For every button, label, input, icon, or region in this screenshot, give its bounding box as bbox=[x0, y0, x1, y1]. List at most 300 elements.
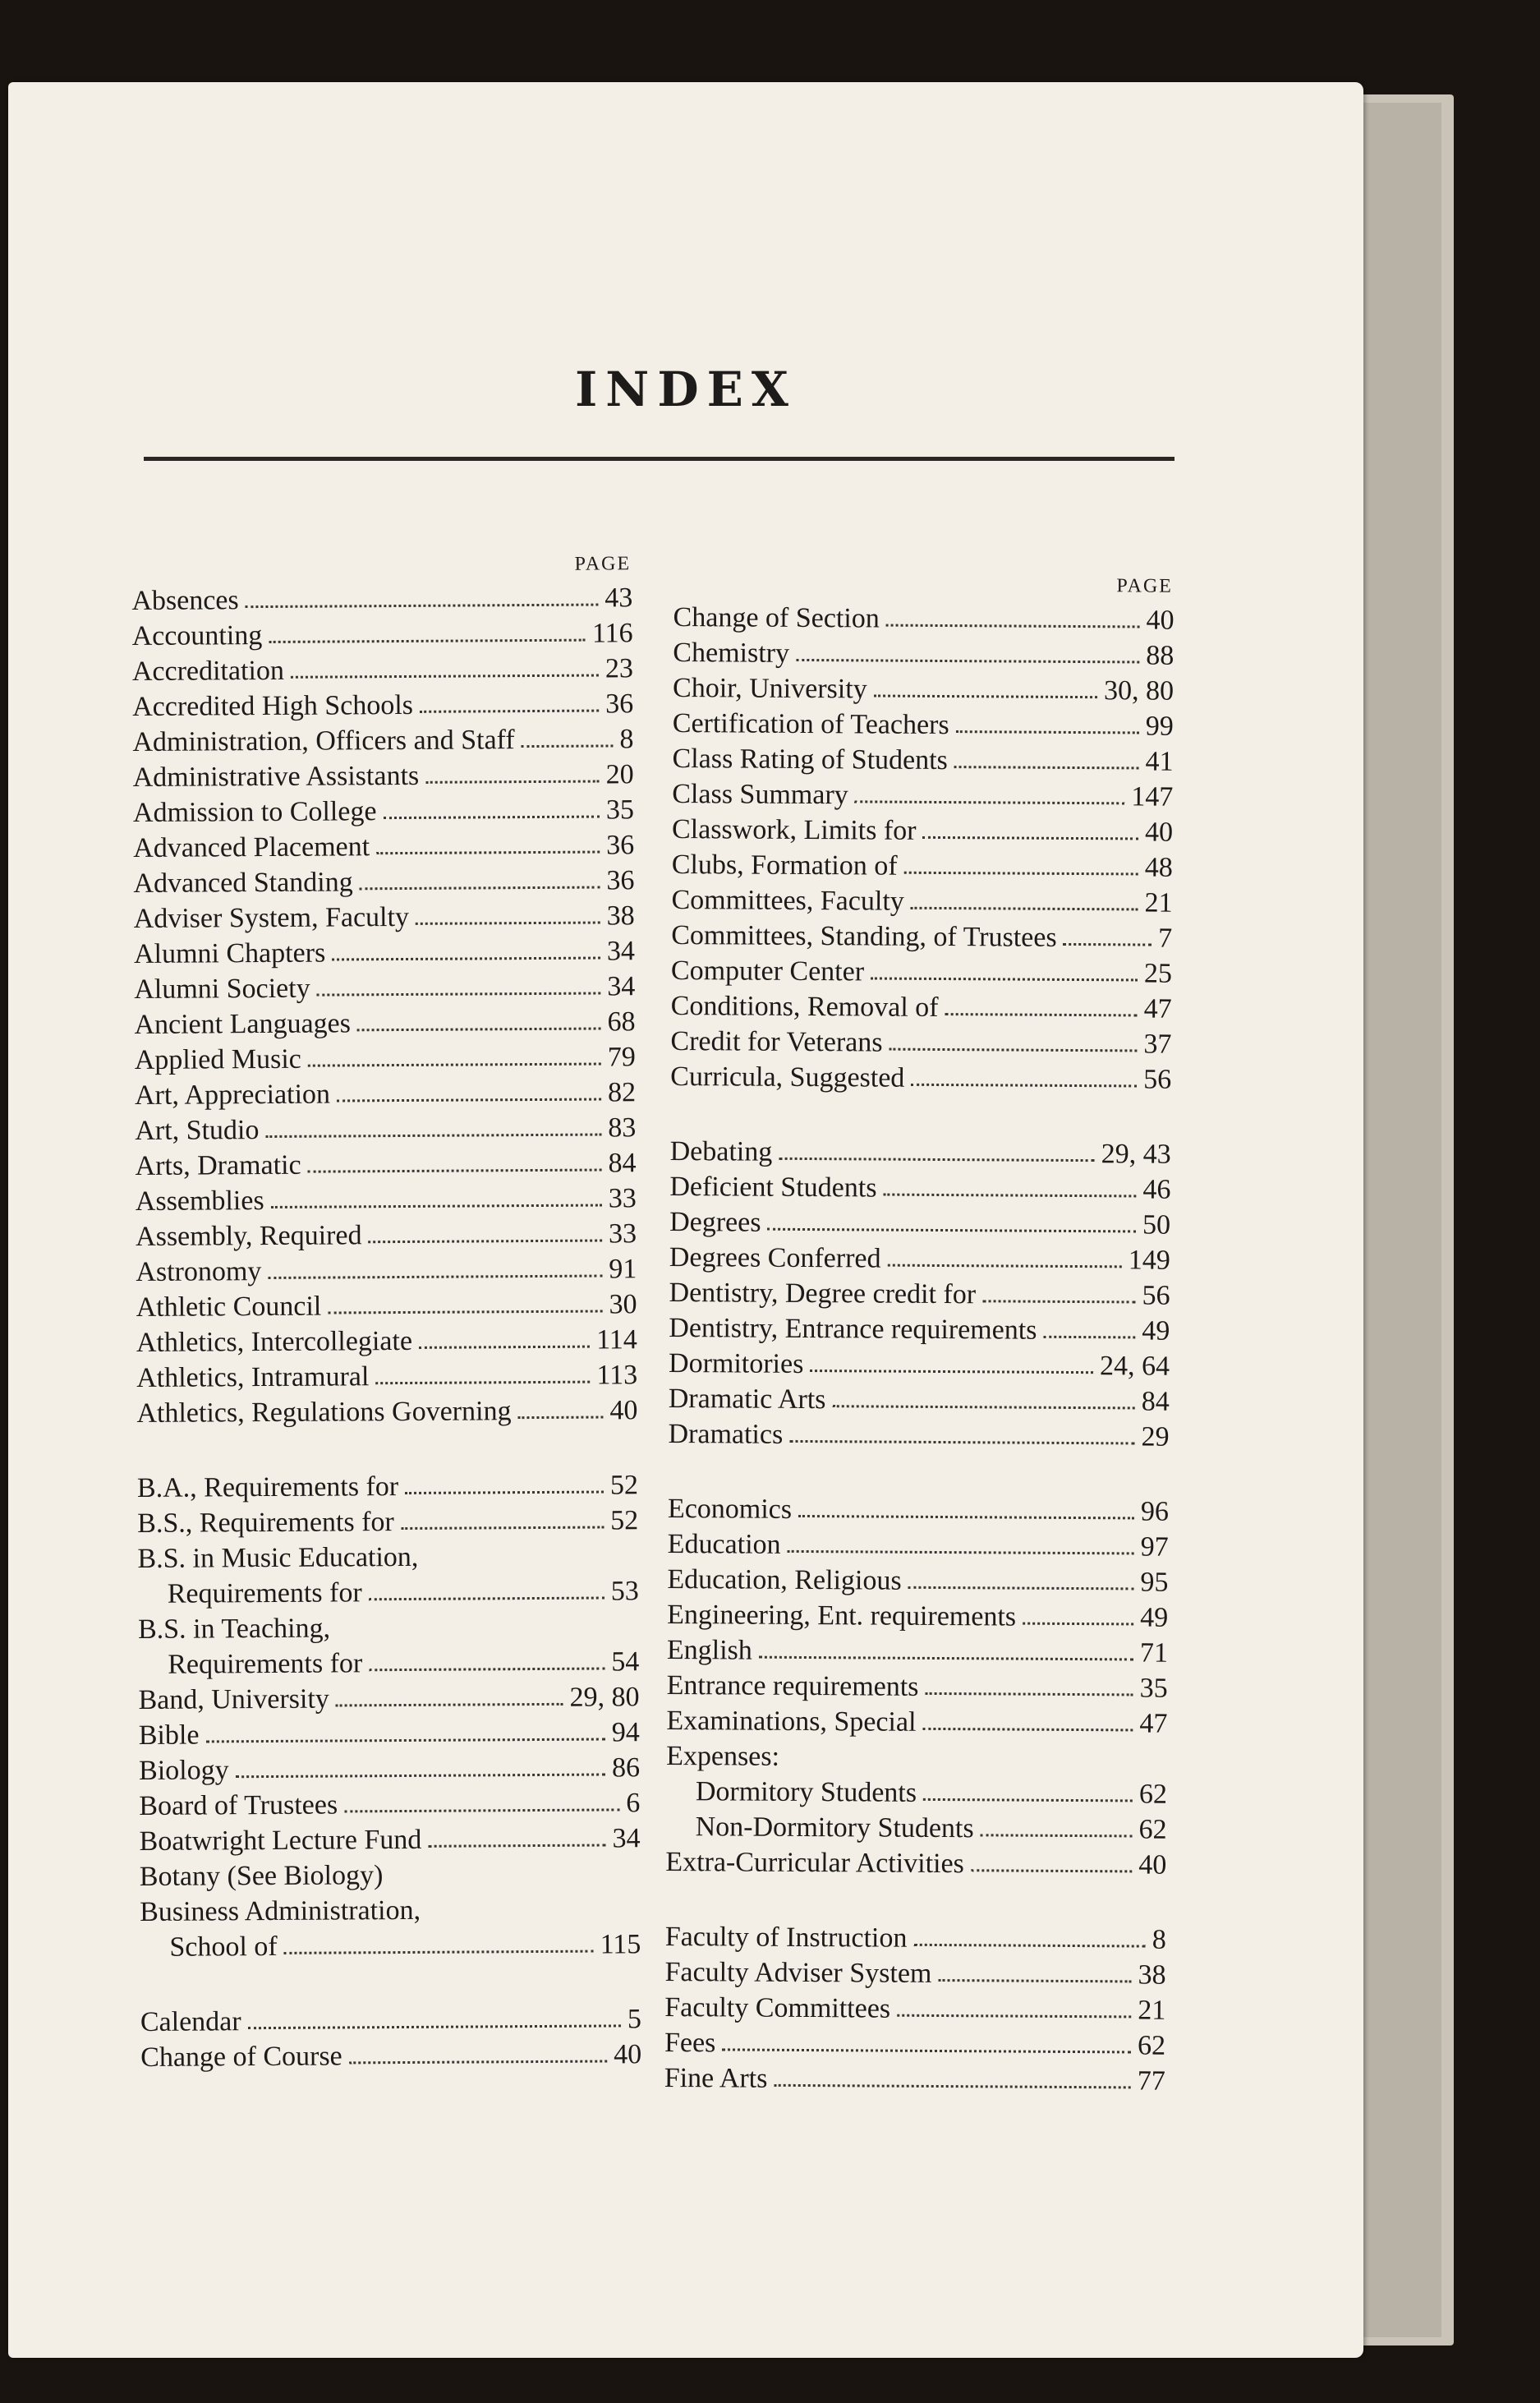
dot-leader bbox=[328, 1310, 602, 1314]
entry-page-number: 116 bbox=[591, 618, 633, 649]
dot-leader bbox=[384, 816, 600, 820]
entry-page-number: 21 bbox=[1144, 887, 1173, 918]
entry-page-number: 48 bbox=[1144, 852, 1173, 883]
dot-leader bbox=[982, 1300, 1135, 1303]
dot-leader bbox=[774, 2084, 1130, 2089]
index-entry bbox=[135, 1039, 636, 1078]
index-entry bbox=[136, 1216, 637, 1254]
entry-text: Clubs, Formation of bbox=[671, 849, 898, 882]
entry-page-number: 5 bbox=[627, 2004, 642, 2035]
entry-page-number: 96 bbox=[1140, 1496, 1170, 1527]
entry-page-number: 40 bbox=[1144, 817, 1174, 848]
index-group bbox=[131, 580, 637, 1431]
dot-leader bbox=[271, 1204, 602, 1208]
entry-page-number: 29, 80 bbox=[569, 1682, 640, 1713]
dot-leader bbox=[317, 992, 601, 997]
entry-text: Degrees Conferred bbox=[669, 1241, 881, 1274]
dot-leader bbox=[971, 1869, 1133, 1872]
entry-page-number: 33 bbox=[608, 1183, 637, 1214]
index-column-right bbox=[664, 567, 1175, 2138]
entry-text: Class Rating of Students bbox=[672, 743, 948, 776]
index-entry bbox=[668, 1526, 1169, 1565]
entry-page-number: 40 bbox=[614, 2039, 642, 2070]
dot-leader bbox=[248, 2024, 621, 2029]
dot-leader bbox=[268, 1275, 602, 1279]
dot-leader bbox=[401, 1526, 604, 1531]
entry-page-number: 83 bbox=[608, 1112, 637, 1144]
entry-text: Arts, Dramatic bbox=[135, 1149, 301, 1181]
entry-page-number: 47 bbox=[1139, 1708, 1168, 1739]
entry-text: Conditions, Removal of bbox=[670, 990, 939, 1023]
entry-page-number: 49 bbox=[1140, 1602, 1169, 1633]
dot-leader bbox=[913, 1944, 1145, 1948]
index-entry bbox=[670, 1024, 1171, 1062]
dot-leader bbox=[360, 886, 600, 891]
index-entry bbox=[134, 898, 635, 937]
entry-text: Accounting bbox=[131, 620, 263, 651]
dot-leader bbox=[236, 1774, 605, 1779]
entry-text: Engineering, Ent. requirements bbox=[667, 1599, 1017, 1632]
entry-text: Board of Trustees bbox=[139, 1789, 338, 1821]
dot-leader bbox=[908, 1586, 1134, 1590]
entry-page-number: 53 bbox=[610, 1576, 639, 1607]
index-entry bbox=[667, 1562, 1168, 1600]
dot-leader bbox=[886, 624, 1140, 628]
dot-leader bbox=[376, 851, 600, 855]
dot-leader bbox=[938, 1979, 1131, 1982]
entry-page-number: 36 bbox=[606, 865, 635, 896]
dot-leader bbox=[369, 1597, 605, 1601]
page-stack-edge-inner bbox=[1363, 103, 1441, 2337]
entry-page-number: 40 bbox=[1138, 1849, 1167, 1881]
entry-page-number: 8 bbox=[1152, 1924, 1166, 1955]
entry-text: Assemblies bbox=[135, 1185, 264, 1217]
entry-page-number: 62 bbox=[1138, 1814, 1167, 1845]
entry-text: Fees bbox=[664, 2027, 716, 2059]
dot-leader bbox=[911, 907, 1138, 911]
dot-leader bbox=[344, 1808, 619, 1812]
dot-leader bbox=[1043, 1336, 1135, 1339]
entry-text: Chemistry bbox=[673, 637, 790, 669]
dot-leader bbox=[796, 659, 1139, 664]
entry-page-number: 77 bbox=[1137, 2065, 1165, 2097]
entry-text: School of bbox=[169, 1931, 278, 1963]
dot-leader bbox=[291, 674, 599, 679]
entry-page-number: 79 bbox=[607, 1042, 636, 1073]
dot-leader bbox=[883, 1194, 1136, 1198]
index-entry bbox=[664, 2060, 1165, 2099]
entry-text: Dormitory Students bbox=[695, 1776, 917, 1808]
dot-leader bbox=[369, 1668, 605, 1672]
index-entry bbox=[140, 2001, 641, 2040]
index-column-left bbox=[131, 547, 642, 2115]
entry-page-number: 149 bbox=[1128, 1245, 1170, 1276]
title-rule bbox=[144, 457, 1175, 461]
page-column-label: PAGE bbox=[1116, 575, 1173, 597]
dot-leader bbox=[428, 1844, 605, 1848]
index-entry bbox=[134, 969, 635, 1007]
index-entry bbox=[139, 1785, 640, 1824]
entry-page-number: 50 bbox=[1142, 1209, 1171, 1241]
entry-page-number: 99 bbox=[1145, 711, 1174, 742]
entry-page-number: 94 bbox=[611, 1717, 640, 1748]
entry-page-number: 49 bbox=[1142, 1315, 1170, 1347]
index-group bbox=[664, 1919, 1166, 2099]
index-entry bbox=[137, 1503, 638, 1541]
entry-text: Requirements for bbox=[168, 1648, 363, 1680]
dot-leader bbox=[722, 2048, 1131, 2053]
index-entry bbox=[669, 1381, 1170, 1420]
entry-page-number: 21 bbox=[1138, 1995, 1166, 2026]
entry-text: Biology bbox=[138, 1755, 229, 1786]
entry-text: Athletic Council bbox=[136, 1291, 322, 1323]
page-column-label: PAGE bbox=[574, 553, 632, 575]
entry-text: Alumni Society bbox=[134, 973, 310, 1005]
entry-text: B.A., Requirements for bbox=[136, 1471, 399, 1503]
entry-text: Athletics, Intercollegiate bbox=[136, 1325, 413, 1358]
entry-page-number: 8 bbox=[619, 724, 634, 755]
index-entry bbox=[670, 1059, 1171, 1098]
dot-leader bbox=[897, 2014, 1131, 2019]
entry-text: Deficient Students bbox=[669, 1171, 877, 1204]
dot-leader bbox=[1064, 943, 1152, 946]
entry-page-number: 33 bbox=[608, 1218, 637, 1250]
entry-text: Entrance requirements bbox=[666, 1669, 919, 1702]
entry-text: Calendar bbox=[140, 2006, 241, 2037]
entry-text: Assembly, Required bbox=[135, 1220, 362, 1252]
index-entry bbox=[667, 1632, 1168, 1671]
entry-text: Faculty Adviser System bbox=[664, 1956, 932, 1989]
dot-leader bbox=[269, 639, 586, 643]
entry-page-number: 86 bbox=[611, 1752, 641, 1784]
entry-text: B.S. in Music Education, bbox=[137, 1541, 419, 1574]
dot-leader bbox=[889, 1048, 1137, 1052]
entry-text: Education bbox=[667, 1528, 781, 1560]
dot-leader bbox=[522, 744, 614, 748]
dot-leader bbox=[1023, 1623, 1133, 1626]
index-entry bbox=[139, 1750, 640, 1788]
index-entry bbox=[134, 1004, 635, 1043]
index-entry bbox=[667, 1668, 1168, 1706]
entry-page-number: 37 bbox=[1143, 1029, 1172, 1060]
index-entry bbox=[665, 1844, 1166, 1883]
entry-text: Dormitories bbox=[668, 1347, 804, 1379]
dot-leader bbox=[956, 730, 1139, 734]
index-entry bbox=[669, 1310, 1170, 1349]
index-entry bbox=[132, 721, 633, 760]
entry-text: Extra-Curricular Activities bbox=[665, 1846, 964, 1880]
index-entry bbox=[671, 882, 1172, 921]
index-entry bbox=[138, 1679, 639, 1718]
index-entry bbox=[140, 1891, 641, 1930]
entry-page-number: 71 bbox=[1139, 1637, 1169, 1669]
entry-page-number: 29, 43 bbox=[1101, 1139, 1171, 1170]
entry-text: Administration, Officers and Staff bbox=[132, 725, 515, 757]
index-entry bbox=[132, 651, 633, 689]
index-entry bbox=[671, 918, 1172, 956]
index-group bbox=[137, 1467, 641, 1965]
entry-text: Examinations, Special bbox=[666, 1705, 917, 1738]
entry-text: Boatwright Lecture Fund bbox=[139, 1824, 422, 1857]
book-page bbox=[8, 82, 1363, 2358]
index-entry bbox=[136, 1251, 637, 1290]
entry-page-number: 95 bbox=[1140, 1567, 1169, 1598]
dot-leader bbox=[923, 1798, 1133, 1802]
dot-leader bbox=[308, 1169, 602, 1173]
entry-page-number: 115 bbox=[600, 1929, 641, 1960]
entry-text: Art, Appreciation bbox=[134, 1079, 331, 1111]
dot-leader bbox=[308, 1063, 601, 1067]
index-entry bbox=[666, 1809, 1167, 1848]
entry-page-number: 23 bbox=[605, 653, 634, 684]
entry-page-number: 54 bbox=[611, 1646, 640, 1678]
index-entry bbox=[136, 1181, 637, 1219]
index-group bbox=[140, 2001, 642, 2075]
entry-page-number: 36 bbox=[606, 830, 635, 861]
index-entry bbox=[664, 1954, 1165, 1993]
index-entry bbox=[136, 1357, 637, 1396]
dot-leader bbox=[871, 977, 1138, 981]
entry-text: Class Summary bbox=[672, 778, 848, 811]
dot-leader bbox=[954, 766, 1139, 769]
entry-text: Art, Studio bbox=[135, 1115, 260, 1146]
index-entry bbox=[137, 1467, 638, 1506]
entry-text: Accredited High Schools bbox=[132, 689, 414, 722]
entry-page-number: 88 bbox=[1146, 640, 1175, 671]
entry-text: B.S. in Teaching, bbox=[137, 1613, 331, 1645]
entry-text: Computer Center bbox=[670, 955, 865, 987]
index-entry bbox=[132, 686, 633, 725]
index-entry bbox=[140, 1927, 641, 1965]
dot-leader bbox=[405, 1491, 604, 1494]
index-entry bbox=[670, 1134, 1171, 1172]
entry-page-number: 43 bbox=[605, 582, 633, 614]
entry-text: Botany (See Biology) bbox=[139, 1860, 384, 1892]
entry-text: Dramatics bbox=[668, 1418, 784, 1450]
index-entry bbox=[673, 600, 1174, 638]
page-title: INDEX bbox=[575, 361, 797, 417]
entry-page-number: 24, 64 bbox=[1099, 1351, 1170, 1382]
index-entry bbox=[669, 1204, 1170, 1243]
index-entry bbox=[140, 1856, 641, 1894]
entry-page-number: 30 bbox=[609, 1289, 637, 1320]
index-entry bbox=[669, 1240, 1170, 1278]
entry-text: Band, University bbox=[138, 1683, 329, 1715]
entry-page-number: 147 bbox=[1131, 781, 1174, 813]
entry-page-number: 84 bbox=[1141, 1386, 1170, 1417]
index-group bbox=[670, 600, 1175, 1098]
entry-page-number: 35 bbox=[1139, 1673, 1168, 1704]
entry-text: Faculty of Instruction bbox=[664, 1921, 908, 1954]
entry-page-number: 41 bbox=[1145, 746, 1174, 777]
entry-text: Requirements for bbox=[167, 1577, 362, 1609]
dot-leader bbox=[337, 1098, 601, 1103]
entry-text: Choir, University bbox=[672, 672, 867, 705]
entry-text: Alumni Chapters bbox=[133, 937, 326, 969]
entry-page-number: 40 bbox=[1146, 605, 1175, 636]
entry-page-number: 34 bbox=[607, 971, 636, 1002]
dot-leader bbox=[425, 780, 600, 784]
entry-text: Absences bbox=[131, 585, 239, 616]
index-entry bbox=[666, 1774, 1167, 1812]
dot-leader bbox=[945, 1013, 1137, 1016]
entry-text: Credit for Veterans bbox=[670, 1025, 883, 1058]
entry-page-number: 29 bbox=[1141, 1421, 1170, 1452]
index-entry bbox=[135, 1110, 636, 1149]
index-entry bbox=[137, 1538, 638, 1577]
entry-page-number: 114 bbox=[596, 1324, 637, 1356]
entry-text: Athletics, Intramural bbox=[136, 1361, 370, 1393]
index-entry bbox=[672, 812, 1173, 850]
index-entry bbox=[133, 827, 634, 866]
dot-leader bbox=[855, 800, 1125, 804]
index-entry bbox=[673, 635, 1174, 674]
entry-text: Admission to College bbox=[132, 796, 377, 828]
index-entry bbox=[135, 1145, 636, 1184]
entry-text: Advanced Standing bbox=[133, 867, 353, 899]
entry-text: Expenses: bbox=[666, 1740, 780, 1772]
entry-page-number: 56 bbox=[1142, 1280, 1170, 1311]
dot-leader bbox=[416, 922, 600, 925]
index-entry bbox=[666, 1703, 1167, 1742]
index-entry bbox=[138, 1609, 639, 1647]
entry-text: Business Administration, bbox=[140, 1894, 421, 1927]
entry-page-number: 35 bbox=[605, 794, 635, 826]
entry-page-number: 38 bbox=[1138, 1959, 1166, 1991]
entry-text: Degrees bbox=[669, 1206, 761, 1238]
entry-text: Dramatic Arts bbox=[668, 1383, 826, 1416]
entry-page-number: 30, 80 bbox=[1103, 675, 1175, 707]
entry-page-number: 52 bbox=[610, 1505, 639, 1536]
entry-page-number: 97 bbox=[1140, 1531, 1169, 1563]
entry-text: English bbox=[666, 1634, 752, 1666]
dot-leader bbox=[798, 1515, 1134, 1519]
entry-text: Applied Music bbox=[134, 1043, 301, 1075]
entry-page-number: 91 bbox=[609, 1254, 637, 1285]
dot-leader bbox=[332, 957, 600, 961]
dot-leader bbox=[922, 1728, 1133, 1732]
entry-text: Committees, Faculty bbox=[671, 884, 904, 917]
index-entry bbox=[664, 1990, 1165, 2028]
dot-leader bbox=[419, 1346, 590, 1349]
dot-leader bbox=[420, 710, 599, 713]
entry-text: Bible bbox=[138, 1719, 200, 1751]
dot-leader bbox=[922, 836, 1138, 840]
index-entry bbox=[139, 1821, 640, 1859]
entry-text: Education, Religious bbox=[667, 1563, 902, 1596]
index-entry bbox=[667, 1597, 1168, 1636]
index-entry bbox=[138, 1573, 639, 1612]
dot-leader bbox=[357, 1028, 601, 1032]
entry-text: B.S., Requirements for bbox=[137, 1507, 394, 1539]
dot-leader bbox=[759, 1656, 1133, 1661]
dot-leader bbox=[788, 1550, 1134, 1555]
entry-text: Faculty Committees bbox=[664, 1991, 891, 2024]
dot-leader bbox=[789, 1440, 1134, 1445]
entry-page-number: 40 bbox=[609, 1395, 638, 1426]
index-entry bbox=[135, 1075, 636, 1113]
index-entry bbox=[139, 1715, 640, 1753]
entry-text: Athletics, Regulations Governing bbox=[136, 1396, 512, 1429]
index-entry bbox=[134, 933, 635, 972]
dot-leader bbox=[206, 1738, 605, 1743]
entry-text: Curricula, Suggested bbox=[670, 1061, 905, 1093]
dot-leader bbox=[874, 694, 1097, 698]
dot-leader bbox=[518, 1416, 604, 1420]
entry-page-number: 62 bbox=[1138, 1779, 1167, 1810]
index-entry bbox=[131, 580, 632, 619]
index-entry bbox=[133, 757, 634, 795]
entry-page-number: 82 bbox=[607, 1077, 637, 1108]
entry-page-number: 20 bbox=[605, 759, 634, 790]
entry-page-number: 34 bbox=[606, 936, 636, 967]
entry-page-number: 56 bbox=[1143, 1064, 1172, 1095]
entry-text: Astronomy bbox=[136, 1256, 262, 1287]
index-entry bbox=[133, 863, 634, 901]
entry-text: Advanced Placement bbox=[133, 831, 370, 863]
entry-page-number: 7 bbox=[1158, 923, 1173, 954]
index-entry bbox=[665, 1919, 1166, 1958]
dot-leader bbox=[779, 1158, 1094, 1162]
entry-text: Fine Arts bbox=[664, 2062, 768, 2094]
entry-text: Non-Dormitory Students bbox=[695, 1811, 974, 1844]
entry-text: Accreditation bbox=[131, 655, 285, 687]
entry-text: Debating bbox=[669, 1135, 773, 1167]
index-entry bbox=[673, 670, 1174, 709]
dot-leader bbox=[904, 872, 1138, 876]
entry-page-number: 52 bbox=[609, 1470, 639, 1501]
index-entry bbox=[668, 1491, 1169, 1530]
entry-page-number: 62 bbox=[1137, 2030, 1166, 2061]
dot-leader bbox=[767, 1228, 1136, 1233]
entry-text: Committees, Standing, of Trustees bbox=[671, 919, 1057, 953]
dot-leader bbox=[888, 1264, 1122, 1268]
index-entry bbox=[672, 847, 1173, 886]
entry-page-number: 113 bbox=[596, 1360, 638, 1391]
entry-text: Ancient Languages bbox=[134, 1008, 352, 1040]
index-entry bbox=[140, 2037, 641, 2075]
entry-text: Change of Section bbox=[673, 601, 880, 634]
index-entry bbox=[136, 1287, 637, 1325]
index-entry bbox=[664, 2025, 1165, 2064]
entry-text: Certification of Teachers bbox=[672, 707, 949, 741]
index-entry bbox=[138, 1644, 639, 1683]
dot-leader bbox=[925, 1692, 1133, 1696]
entry-text: Economics bbox=[667, 1493, 793, 1525]
dot-leader bbox=[336, 1703, 563, 1707]
entry-text: Classwork, Limits for bbox=[671, 813, 917, 846]
index-entry bbox=[671, 988, 1172, 1027]
dot-leader bbox=[369, 1240, 603, 1244]
entry-page-number: 25 bbox=[1143, 958, 1173, 989]
entry-text: Dentistry, Degree credit for bbox=[669, 1277, 977, 1310]
dot-leader bbox=[981, 1834, 1133, 1837]
index-entry bbox=[666, 1738, 1167, 1777]
entry-page-number: 38 bbox=[606, 900, 635, 932]
index-group bbox=[665, 1491, 1169, 1883]
entry-text: Administrative Assistants bbox=[132, 760, 420, 793]
index-entry bbox=[136, 1393, 637, 1431]
index-entry bbox=[133, 792, 634, 831]
entry-page-number: 34 bbox=[612, 1823, 641, 1854]
dot-leader bbox=[911, 1084, 1137, 1088]
index-group bbox=[668, 1134, 1170, 1455]
index-entry bbox=[136, 1322, 637, 1360]
entry-page-number: 84 bbox=[608, 1148, 637, 1179]
index-entry bbox=[672, 741, 1173, 780]
dot-leader bbox=[810, 1370, 1093, 1374]
index-entry bbox=[671, 953, 1172, 992]
